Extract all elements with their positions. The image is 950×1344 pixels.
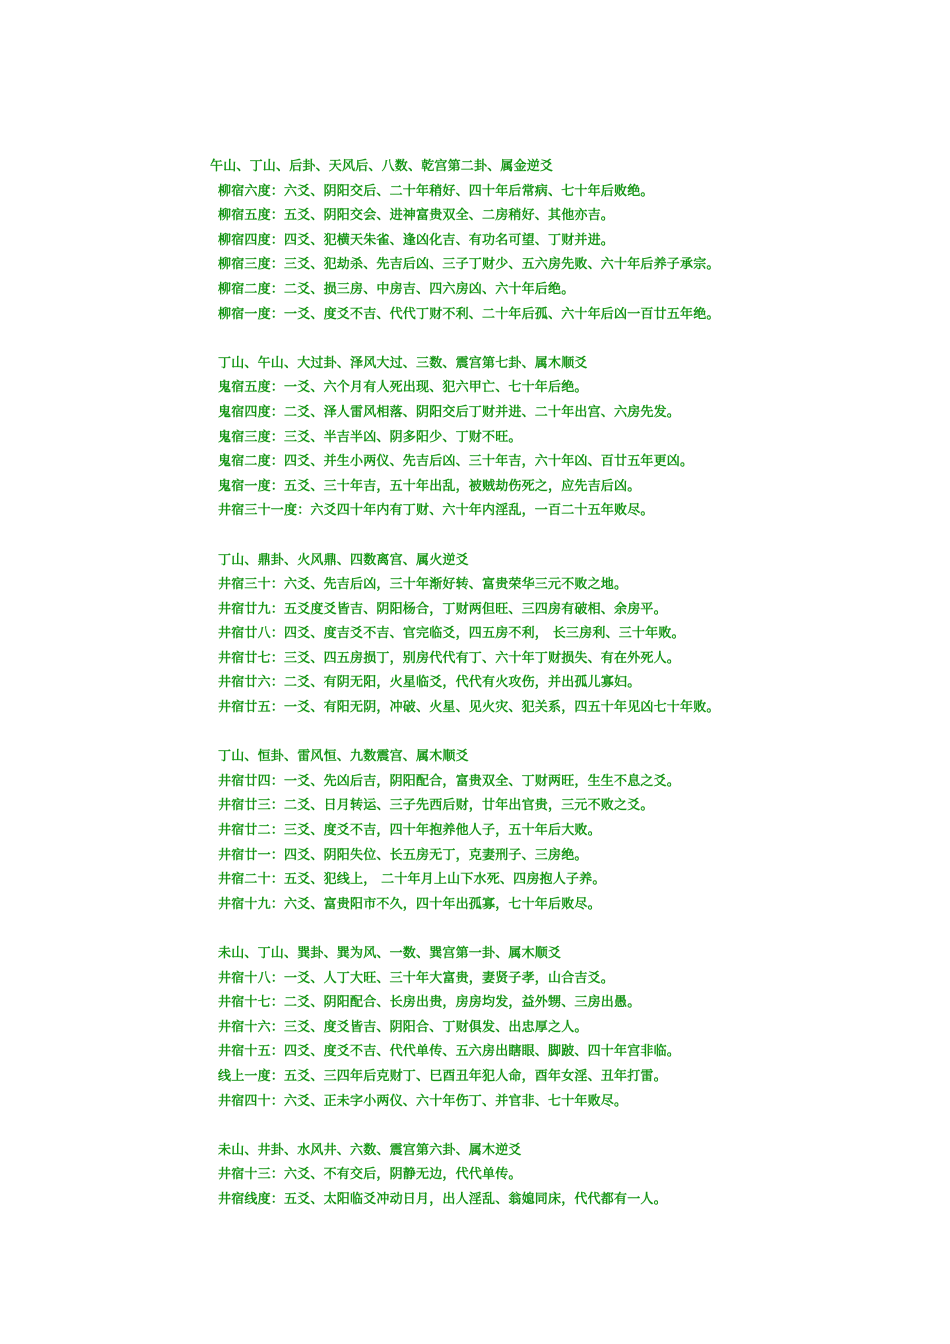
text-line: 井宿廿八：四爻、度吉爻不吉、官完临爻，四五房不利， 长三房利、三十年败。 <box>218 626 685 642</box>
text-line: 鬼宿二度：四爻、并生小两仪、先吉后凶、三十年吉，六十年凶、百廿五年更凶。 <box>218 454 694 470</box>
text-line: 井宿廿七：三爻、四五房损丁，别房代代有丁、六十年丁财损失、有在外死人。 <box>218 650 681 666</box>
section-title: 丁山、鼎卦、火风鼎、四数离宫、属火逆爻 <box>218 552 469 568</box>
text-line: 线上一度：五爻、三四年后克财丁、巳酉丑年犯人命，酉年女淫、丑年打雷。 <box>218 1068 667 1084</box>
section-2 <box>210 352 790 524</box>
text-line: 井宿二十：五爻、犯线上， 二十年月上山下水死、四房抱人子养。 <box>218 872 606 888</box>
text-line: 井宿廿四：一爻、先凶后吉，阴阳配合，富贵双全、丁财两旺，生生不息之爻。 <box>218 773 681 789</box>
section-1 <box>210 155 790 327</box>
text-line: 鬼宿三度：三爻、半吉半凶、阴多阳少、丁财不旺。 <box>218 429 522 445</box>
text-line: 柳宿三度：三爻、犯劫杀、先吉后凶、三子丁财少、五六房先败、六十年后养子承宗。 <box>218 257 720 273</box>
text-line: 井宿四十：六爻、正未字小两仪、六十年伤丁、并官非、七十年败尽。 <box>218 1093 628 1109</box>
text-line: 井宿十五：四爻、度爻不吉、代代单传、五六房出瞎眼、脚跛、四十年宫非临。 <box>218 1044 681 1060</box>
section-6 <box>210 1139 790 1213</box>
text-line: 井宿线度：五爻、太阳临爻冲动日月，出人淫乱、翁媳同床，代代都有一人。 <box>218 1191 667 1207</box>
section-3 <box>210 549 790 721</box>
text-line: 井宿十九：六爻、富贵阳市不久，四十年出孤寡，七十年后败尽。 <box>218 896 601 912</box>
text-line: 井宿廿一：四爻、阴阳失位、长五房无丁，克妻刑子、三房绝。 <box>218 847 588 863</box>
text-line: 井宿十三：六爻、不有交后，阴静无边，代代单传。 <box>218 1167 522 1183</box>
document-body <box>210 155 790 1213</box>
text-line: 柳宿五度：五爻、阴阳交会、进神富贵双全、二房稍好、其他亦吉。 <box>218 208 615 224</box>
section-5 <box>210 942 790 1114</box>
text-line: 井宿廿二：三爻、度爻不吉，四十年抱养他人子，五十年后大败。 <box>218 823 601 839</box>
text-line: 鬼宿五度：一爻、六个月有人死出现、犯六甲亡、七十年后绝。 <box>218 380 588 396</box>
text-line: 井宿廿五：一爻、有阳无阴，冲破、火星、见火灾、犯关系，四五十年见凶七十年败。 <box>218 700 720 716</box>
section-title: 未山、丁山、巽卦、巽为风、一数、巽宫第一卦、属木顺爻 <box>218 946 562 961</box>
text-line: 柳宿一度：一爻、度爻不吉、代代丁财不利、二十年后孤、六十年后凶一百廿五年绝。 <box>218 306 720 322</box>
text-line: 鬼宿四度：二爻、泽人雷风相落、阴阳交后丁财并进、二十年出宫、六房先发。 <box>218 404 681 420</box>
text-line: 井宿廿九：五爻度爻皆吉、阴阳杨合，丁财两但旺、三四房有破相、余房平。 <box>218 601 667 617</box>
text-line: 井宿廿六：二爻、有阴无阳，火星临爻，代代有火攻伤，并出孤儿寡妇。 <box>218 675 641 691</box>
section-title: 丁山、恒卦、雷风恒、九数震宫、属木顺爻 <box>218 749 469 765</box>
text-line: 柳宿二度：二爻、损三房、中房吉、四六房凶、六十年后绝。 <box>218 281 575 297</box>
text-line: 井宿三十一度：六爻四十年内有丁财、六十年内淫乱，一百二十五年败尽。 <box>218 503 654 519</box>
text-line: 柳宿六度：六爻、阴阳交后、二十年稍好、四十年后常病、七十年后败绝。 <box>218 183 654 199</box>
section-title: 午山、丁山、后卦、天风后、八数、乾宫第二卦、属金逆爻 <box>210 159 554 174</box>
text-line: 井宿十七：二爻、阴阳配合、长房出贵，房房均发，益外甥、三房出愚。 <box>218 995 641 1011</box>
section-4 <box>210 745 790 917</box>
text-line: 鬼宿一度：五爻、三十年吉，五十年出乱，被贼劫伤死之，应先吉后凶。 <box>218 478 641 494</box>
text-line: 井宿十六：三爻、度爻皆吉、阴阳合、丁财俱发、出忠厚之人。 <box>218 1019 588 1035</box>
text-line: 井宿廿三：二爻、日月转运、三子先西后财，廿年出官贵，三元不败之爻。 <box>218 798 654 814</box>
section-title: 丁山、午山、大过卦、泽风大过、三数、震宫第七卦、属木顺爻 <box>218 355 588 371</box>
text-line: 柳宿四度：四爻、犯横天朱雀、逢凶化吉、有功名可望、丁财并进。 <box>218 232 615 248</box>
text-line: 井宿三十：六爻、先吉后凶，三十年渐好转、富贵荣华三元不败之地。 <box>218 577 628 593</box>
text-line: 井宿十八：一爻、人丁大旺、三十年大富贵，妻贤子孝，山合吉爻。 <box>218 970 615 986</box>
section-title: 未山、井卦、水风井、六数、震宫第六卦、属木逆爻 <box>218 1142 522 1158</box>
